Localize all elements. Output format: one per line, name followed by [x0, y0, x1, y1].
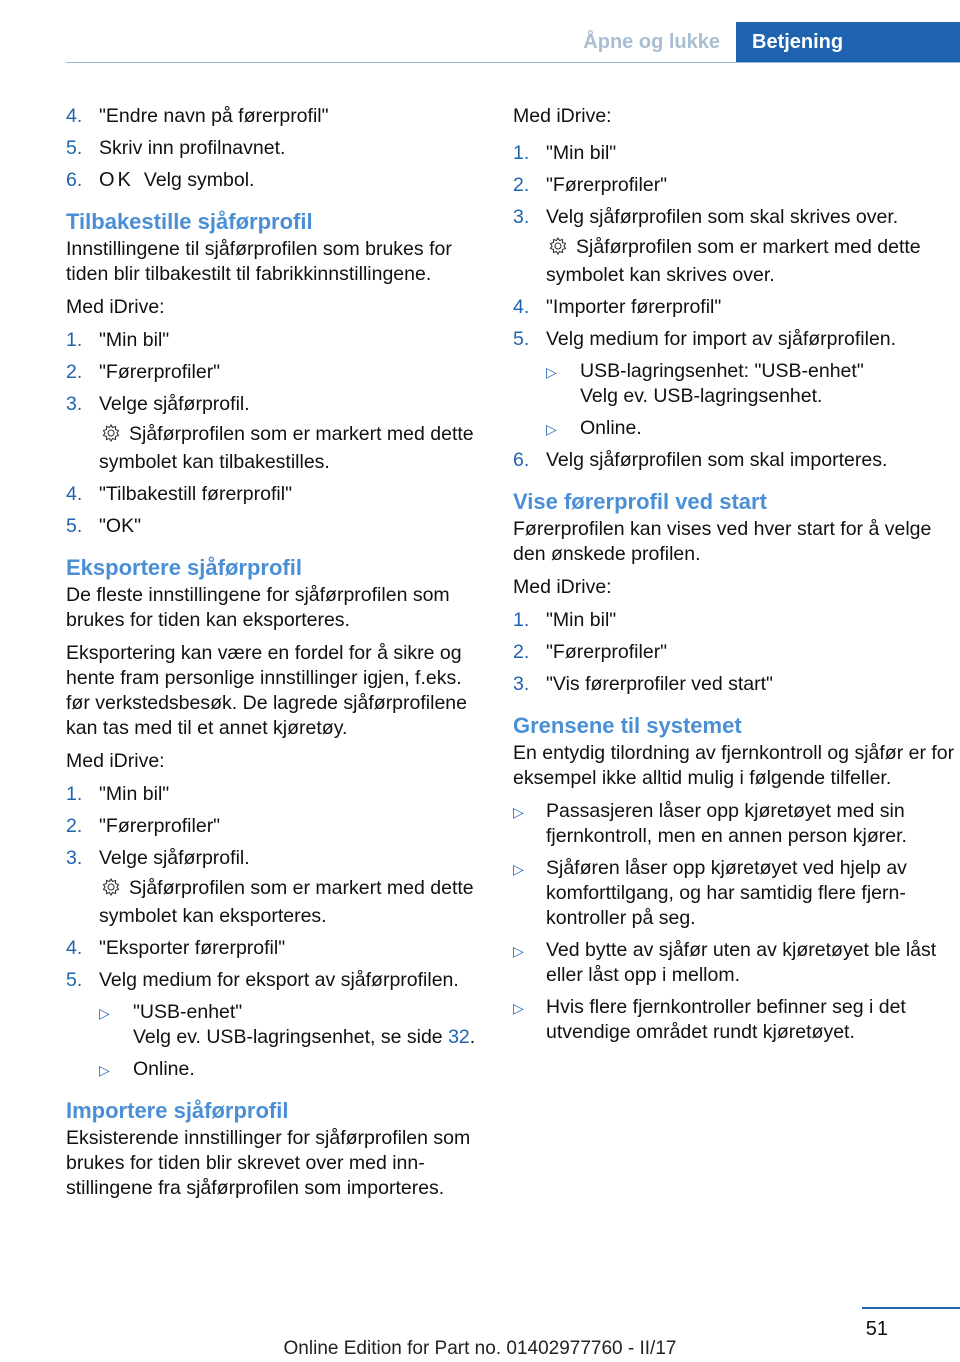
- list-item: 4. "Importer førerprofil": [513, 296, 722, 318]
- bullet-item: ▷ Passasjeren låser opp kjøretøyet med sin fjernkontroll, men en annen person kjører.: [513, 800, 907, 847]
- right-column: [513, 104, 960, 1052]
- page-link[interactable]: 32: [448, 1026, 470, 1048]
- edition-note: Online Edition for Part no. 01402977760 - II/17: [283, 1338, 677, 1359]
- note: Sjåførprofilen som er markert med dette symbolet kan eksporteres.: [99, 877, 474, 927]
- gear-icon: [101, 877, 121, 904]
- list-item: 4. "Eksporter førerprofil": [66, 937, 286, 959]
- heading-reset: Tilbakestille sjåførprofil: [66, 209, 313, 234]
- list-item: 3. Velg sjåførprofilen som skal skrives over.: [513, 206, 899, 228]
- bullet-item: ▷ Hvis flere fjernkontroller befinner seg i det utvendige området rundt kjøretøyet.: [513, 996, 906, 1043]
- list-item: 4. "Endre navn på førerprofil": [66, 105, 329, 127]
- triangle-bullet-icon: ▷: [513, 804, 524, 820]
- paragraph: Med iDrive:: [513, 105, 612, 127]
- heading-export: Eksportere sjåførprofil: [66, 555, 302, 580]
- gear-icon: [548, 236, 568, 263]
- heading-import: Importere sjåførprofil: [66, 1098, 289, 1123]
- list-item: 2. "Førerprofiler": [66, 361, 221, 383]
- bullet-continuation: Velg ev. USB-lagringsenhet, se side 32.: [133, 1026, 476, 1048]
- list-item: 2. "Førerprofiler": [66, 815, 221, 837]
- paragraph: Innstillingene til sjåførprofilen som brukes for tiden blir tilbakestilt til fabrikkinnstillingene.: [66, 238, 452, 285]
- list-item: 5. Velg medium for eksport av sjåførprofilen.: [66, 969, 459, 991]
- paragraph: Eksisterende innstillinger for sjåførprofilen som brukes for tiden blir skrevet over med innstillingene fra sjåførprofilen som importeres.: [66, 1127, 471, 1199]
- triangle-bullet-icon: ▷: [546, 421, 557, 437]
- bullet-item: ▷ "USB-enhet": [66, 1000, 476, 1025]
- bullet-item: ▷ Sjåføren låser opp kjøretøyet ved hjelp av komforttilgang, og har samtidig flere fjernkontroller på seg.: [513, 857, 907, 929]
- paragraph: Med iDrive:: [66, 296, 165, 318]
- heading-limits: Grensene til systemet: [513, 713, 742, 738]
- footer-rule: [862, 1307, 960, 1309]
- list-item: 5. "OK": [66, 515, 142, 537]
- gear-icon: [101, 423, 121, 450]
- bullet-item: ▷ Online.: [66, 1057, 476, 1082]
- paragraph: De fleste innstillingene for sjåførprofilen som brukes for tiden kan eksporteres.: [66, 584, 450, 631]
- paragraph: En entydig tilordning av fjernkontroll og sjåfør er for eksempel ikke alltid mulig i følgende tilfeller.: [513, 742, 955, 789]
- note: Sjåførprofilen som er markert med dette symbolet kan tilbakestilles.: [99, 423, 474, 473]
- list-item: 1. "Min bil": [66, 783, 170, 805]
- list-item: 3. Velge sjåførprofil.: [66, 393, 250, 415]
- list-item: 1. "Min bil": [66, 329, 170, 351]
- triangle-bullet-icon: ▷: [546, 364, 557, 380]
- bullet-continuation: Velg ev. USB-lagringsenhet.: [580, 385, 823, 407]
- paragraph: Eksportering kan være en fordel for å sikre og hente fram personlige innstillinger igjen, f.eks. før verkstedsbesøk. De lagrede sjåførprofilene kan tas med til et annet kjøretøy.: [66, 642, 467, 739]
- list-item: 5. Velg medium for import av sjåførprofilen.: [513, 328, 897, 350]
- list-item: 3. "Vis førerprofiler ved start": [513, 673, 773, 695]
- header-section: Åpne og lukke: [583, 31, 720, 53]
- paragraph: Førerprofilen kan vises ved hver start for å velge den ønskede profilen.: [513, 518, 932, 565]
- header-tab: Betjening: [736, 22, 960, 62]
- triangle-bullet-icon: ▷: [513, 943, 524, 959]
- list-item: 6. OK Velg symbol.: [66, 169, 255, 191]
- triangle-bullet-icon: ▷: [99, 1005, 110, 1021]
- header-rule: [66, 62, 960, 63]
- bullet-item: ▷ Ved bytte av sjåfør uten av kjøretøyet ble låst eller låst opp i mellom.: [513, 939, 937, 986]
- triangle-bullet-icon: ▷: [513, 1000, 524, 1016]
- list-item: 4. "Tilbakestill førerprofil": [66, 483, 292, 505]
- triangle-bullet-icon: ▷: [513, 861, 524, 877]
- ok-icon: OK: [99, 169, 134, 191]
- left-column: [66, 104, 476, 1209]
- list-item: 5. Skriv inn profilnavnet.: [66, 137, 286, 159]
- note: Sjåførprofilen som er markert med dette symbolet kan skrives over.: [546, 236, 921, 286]
- heading-show: Vise førerprofil ved start: [513, 489, 767, 514]
- list-item: 1. "Min bil": [513, 142, 617, 164]
- bullet-item: ▷ Online.: [513, 416, 960, 441]
- paragraph: Med iDrive:: [513, 576, 612, 598]
- list-item: 6. Velg sjåførprofilen som skal importeres.: [513, 449, 888, 471]
- paragraph: Med iDrive:: [66, 750, 165, 772]
- list-item: 2. "Førerprofiler": [513, 174, 668, 196]
- bullet-item: ▷ USB-lagringsenhet: "USB-enhet": [513, 359, 960, 384]
- list-item: 3. Velge sjåførprofil.: [66, 847, 250, 869]
- page-number: 51: [865, 1318, 888, 1340]
- list-item: 1. "Min bil": [513, 609, 617, 631]
- list-item: 2. "Førerprofiler": [513, 641, 668, 663]
- triangle-bullet-icon: ▷: [99, 1062, 110, 1078]
